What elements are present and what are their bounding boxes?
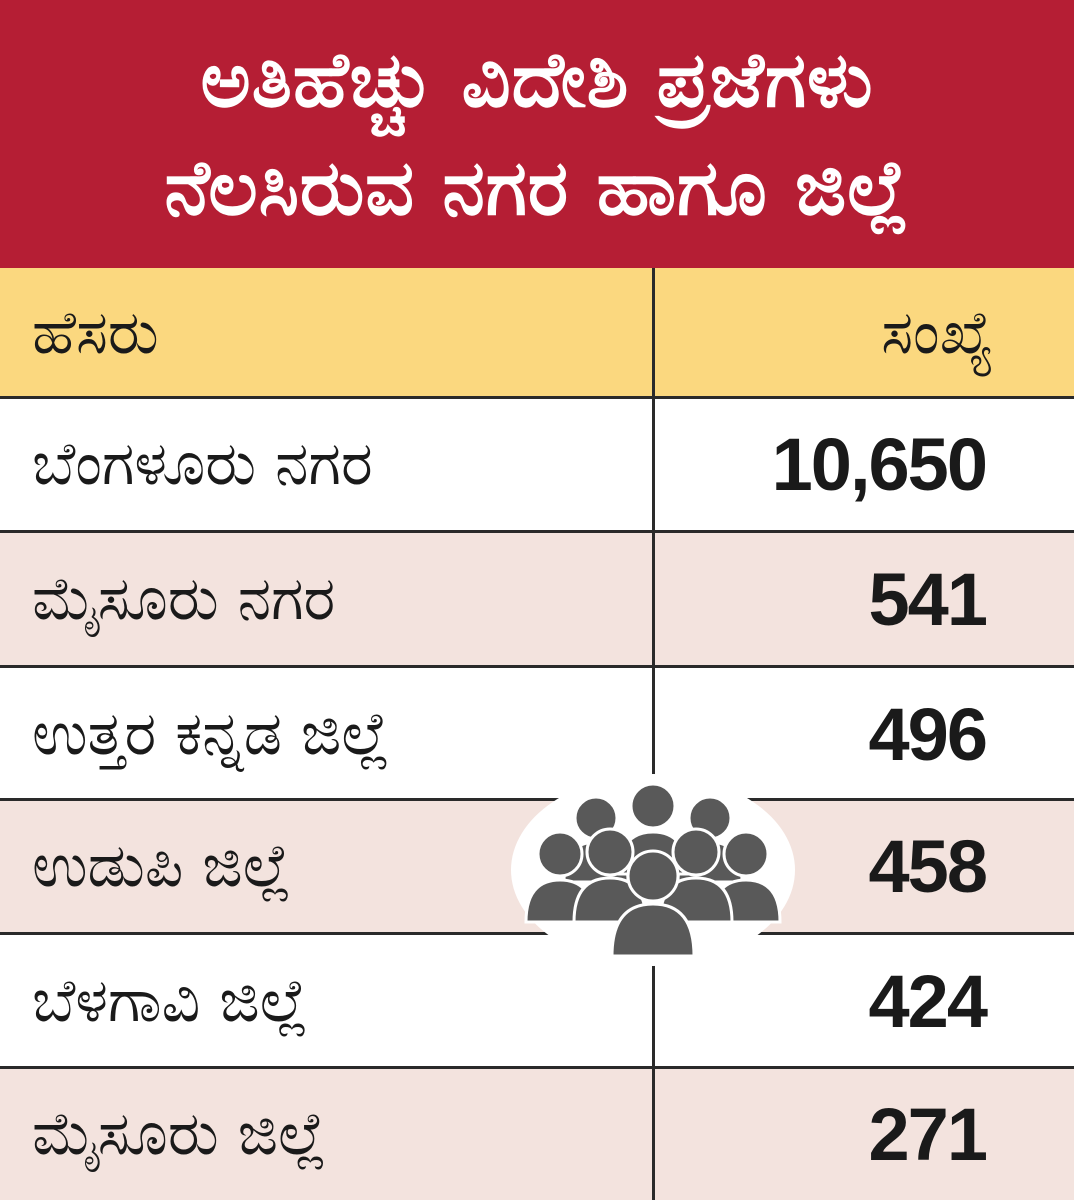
row-name: ಉತ್ತರ ಕನ್ನಡ ಜಿಲ್ಲೆ [32, 699, 390, 769]
row-name: ಮೈಸೂರು ಜಿಲ್ಲೆ [32, 1099, 327, 1169]
title-banner [0, 0, 1074, 268]
row-name: ಬೆಳಗಾವಿ ಜಿಲ್ಲೆ [32, 966, 309, 1036]
table-row [0, 1068, 1074, 1200]
row-value: 541 [868, 557, 986, 641]
row-value: 424 [868, 959, 986, 1043]
row-name: ಬೆಂಗಳೂರು ನಗರ [32, 429, 373, 499]
row-value: 10,650 [771, 422, 986, 506]
row-name: ಉಡುಪಿ ಜಿಲ್ಲೆ [32, 831, 292, 901]
column-header-name: ಹೆಸರು [32, 298, 159, 368]
row-divider [0, 396, 1074, 399]
crowd-icon [508, 770, 798, 970]
column-header-count: ಸಂಖ್ಯೆ [881, 298, 994, 368]
table-row [0, 533, 1074, 665]
title-line-2: ನೆಲಸಿರುವ ನಗರ ಹಾಗೂ ಜಿಲ್ಲೆ [164, 143, 910, 232]
title-line-1: ಅತಿಹೆಚ್ಚು ವಿದೇಶಿ ಪ್ರಜೆಗಳು [200, 35, 874, 124]
row-value: 496 [868, 692, 986, 776]
row-divider [0, 530, 1074, 533]
row-divider [0, 665, 1074, 668]
row-value: 458 [868, 824, 986, 908]
table-row [0, 398, 1074, 530]
row-value: 271 [868, 1092, 986, 1176]
row-name: ಮೈಸೂರು ನಗರ [32, 564, 336, 634]
row-divider [0, 1066, 1074, 1069]
column-divider [652, 268, 655, 1200]
table-header-row [0, 268, 1074, 398]
